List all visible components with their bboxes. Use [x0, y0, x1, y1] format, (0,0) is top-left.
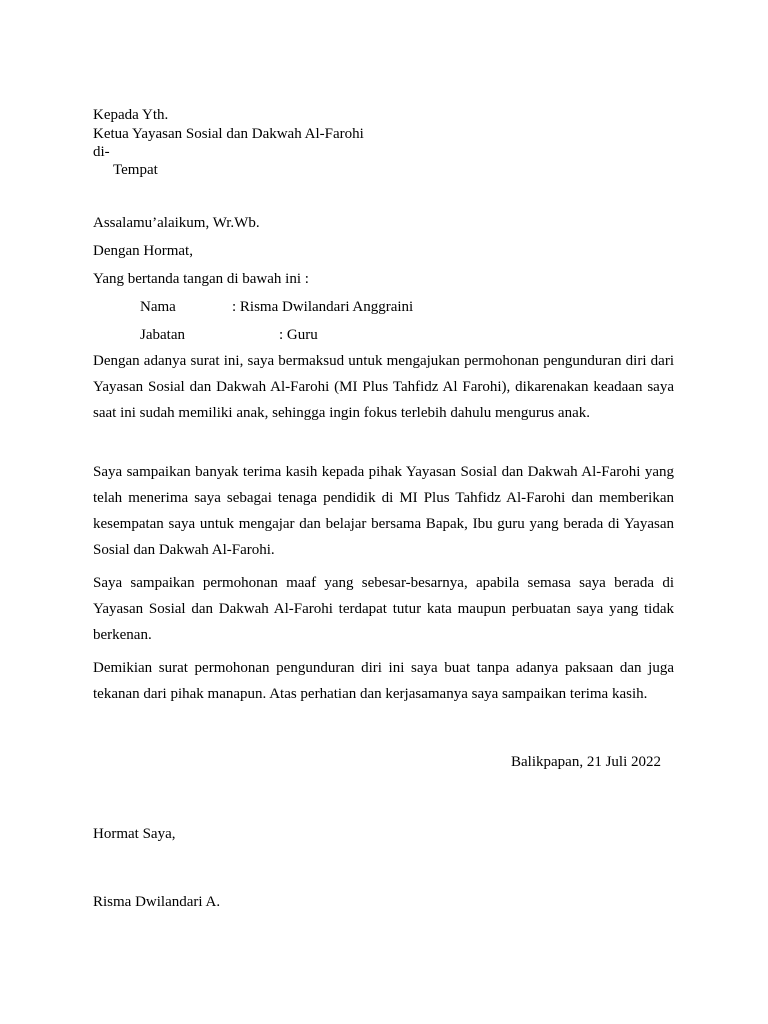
- paragraph-2: Saya sampaikan banyak terima kasih kepada pihak Yayasan Sosial dan Dakwah Al-Farohi yang telah menerima saya sebagai tenaga pendidik di MI Plus Tahfidz Al-Farohi dan memberikan kesempatan saya untuk mengajar dan belajar bersama Bapak, Ibu guru yang berada di Yayasan Sosial dan Dakwah Al-Farohi.: [93, 464, 674, 558]
- greeting: Assalamu’alaikum, Wr.Wb.: [93, 215, 260, 231]
- name-value: : Risma Dwilandari Anggraini: [232, 299, 414, 315]
- paragraph-4: Demikian surat permohonan pengunduran diri ini saya buat tanpa adanya paksaan dan juga tekanan dari pihak manapun. Atas perhatian dan kerjasamanya saya sampaikan terima kasih.: [93, 660, 674, 702]
- recipient-line-3: di-: [93, 144, 110, 160]
- recipient-line-4: Tempat: [113, 162, 158, 178]
- position-value: : Guru: [279, 327, 318, 343]
- position-label: Jabatan: [140, 327, 185, 343]
- paragraph-1: Dengan adanya surat ini, saya bermaksud untuk mengajukan permohonan pengunduran diri dari Yayasan Sosial dan Dakwah Al-Farohi (MI Plus Tahfidz Al Farohi), dikarenakan keadaan saya saat ini sudah memiliki anak, sehingga ingin fokus terlebih dahulu mengurus anak.: [93, 353, 674, 421]
- signature-name: Risma Dwilandari A.: [93, 894, 221, 910]
- intro-line: Yang bertanda tangan di bawah ini :: [93, 271, 309, 287]
- name-label: Nama: [140, 299, 176, 315]
- place-date: Balikpapan, 21 Juli 2022: [511, 754, 661, 770]
- salutation: Dengan Hormat,: [93, 243, 193, 259]
- paragraph-3: Saya sampaikan permohonan maaf yang sebesar-besarnya, apabila semasa saya berada di Yayasan Sosial dan Dakwah Al-Farohi terdapat tutur kata maupun perbuatan saya yang tidak berkenan.: [93, 575, 674, 643]
- recipient-line-2: Ketua Yayasan Sosial dan Dakwah Al-Farohi: [93, 126, 364, 142]
- recipient-line-1: Kepada Yth.: [93, 107, 169, 123]
- closing: Hormat Saya,: [93, 826, 176, 842]
